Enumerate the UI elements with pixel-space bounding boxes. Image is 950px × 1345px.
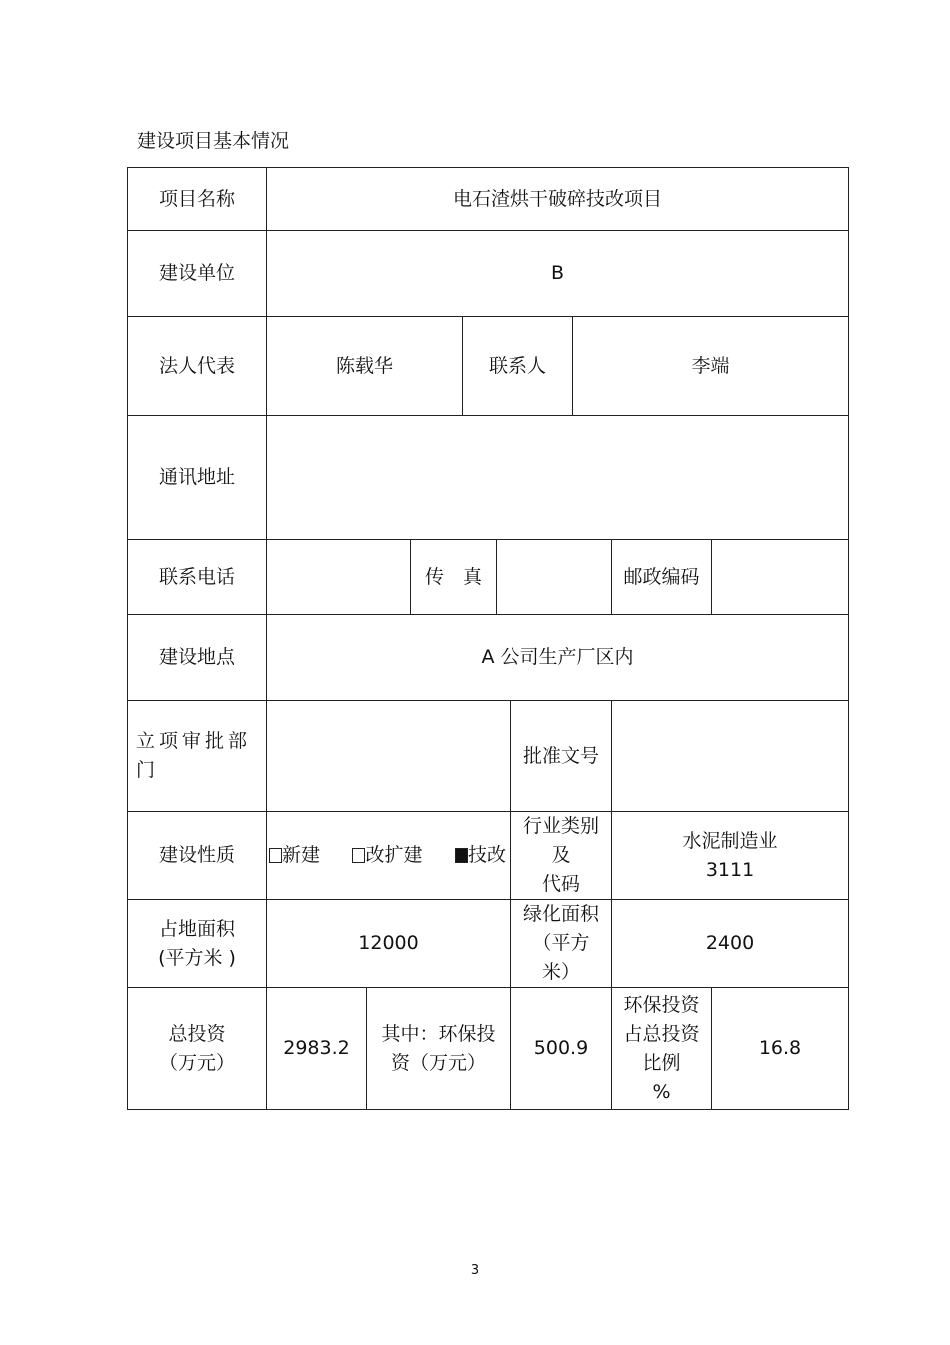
project-name-label: 项目名称 (128, 168, 267, 231)
area-value: 12000 (267, 900, 511, 988)
phone-label: 联系电话 (128, 540, 267, 615)
total-invest-value: 2983.2 (267, 988, 367, 1109)
green-area-label: 绿化面积 （平方 米） (511, 900, 612, 988)
legal-rep-value: 陈载华 (267, 317, 463, 416)
postcode-value (712, 540, 848, 615)
nature-option-expansion[interactable]: 改扩建 (352, 841, 422, 870)
area-label: 占地面积 (平方米 ) (128, 900, 267, 988)
postcode-label: 邮政编码 (612, 540, 712, 615)
fax-label: 传 真 (411, 540, 497, 615)
checkbox-checked-icon[interactable] (455, 848, 468, 863)
site-value: A 公司生产厂区内 (267, 615, 848, 701)
project-name-value: 电石渣烘干破碎技改项目 (267, 168, 848, 231)
approval-no-label: 批准文号 (511, 701, 612, 812)
legal-rep-label: 法人代表 (128, 317, 267, 416)
env-invest-label: 其中：环保投 资（万元） (367, 988, 511, 1109)
env-ratio-label: 环保投资 占总投资 比例 % (612, 988, 712, 1109)
nature-options (267, 812, 511, 900)
env-invest-value: 500.9 (511, 988, 612, 1109)
fax-value (497, 540, 612, 615)
contact-label: 联系人 (463, 317, 573, 416)
address-label: 通讯地址 (128, 416, 267, 540)
approval-no-value (612, 701, 848, 812)
page-number: 3 (470, 1263, 480, 1278)
checkbox-icon[interactable] (269, 848, 282, 863)
nature-option-renovation[interactable]: 技改 (455, 841, 506, 870)
section-heading: 建设项目基本情况 (137, 130, 290, 152)
address-value (267, 416, 848, 540)
env-ratio-value: 16.8 (758, 1037, 802, 1059)
industry-label: 行业类别 及 代码 (511, 812, 612, 900)
approval-dept-value (267, 701, 511, 812)
nature-option-new[interactable]: 新建 (269, 841, 320, 870)
contact-value: 李端 (573, 317, 848, 416)
green-area-value: 2400 (612, 900, 848, 988)
builder-label: 建设单位 (128, 231, 267, 317)
approval-dept-label: 立项审批部 门 (128, 701, 267, 812)
builder-value: B (267, 231, 848, 317)
site-label: 建设地点 (128, 615, 267, 701)
phone-value (267, 540, 411, 615)
industry-value: 水泥制造业 3111 (612, 812, 848, 900)
project-info-table (127, 167, 849, 1110)
checkbox-icon[interactable] (352, 848, 365, 863)
nature-label: 建设性质 (128, 812, 267, 900)
total-invest-label: 总投资 （万元） (128, 988, 267, 1109)
